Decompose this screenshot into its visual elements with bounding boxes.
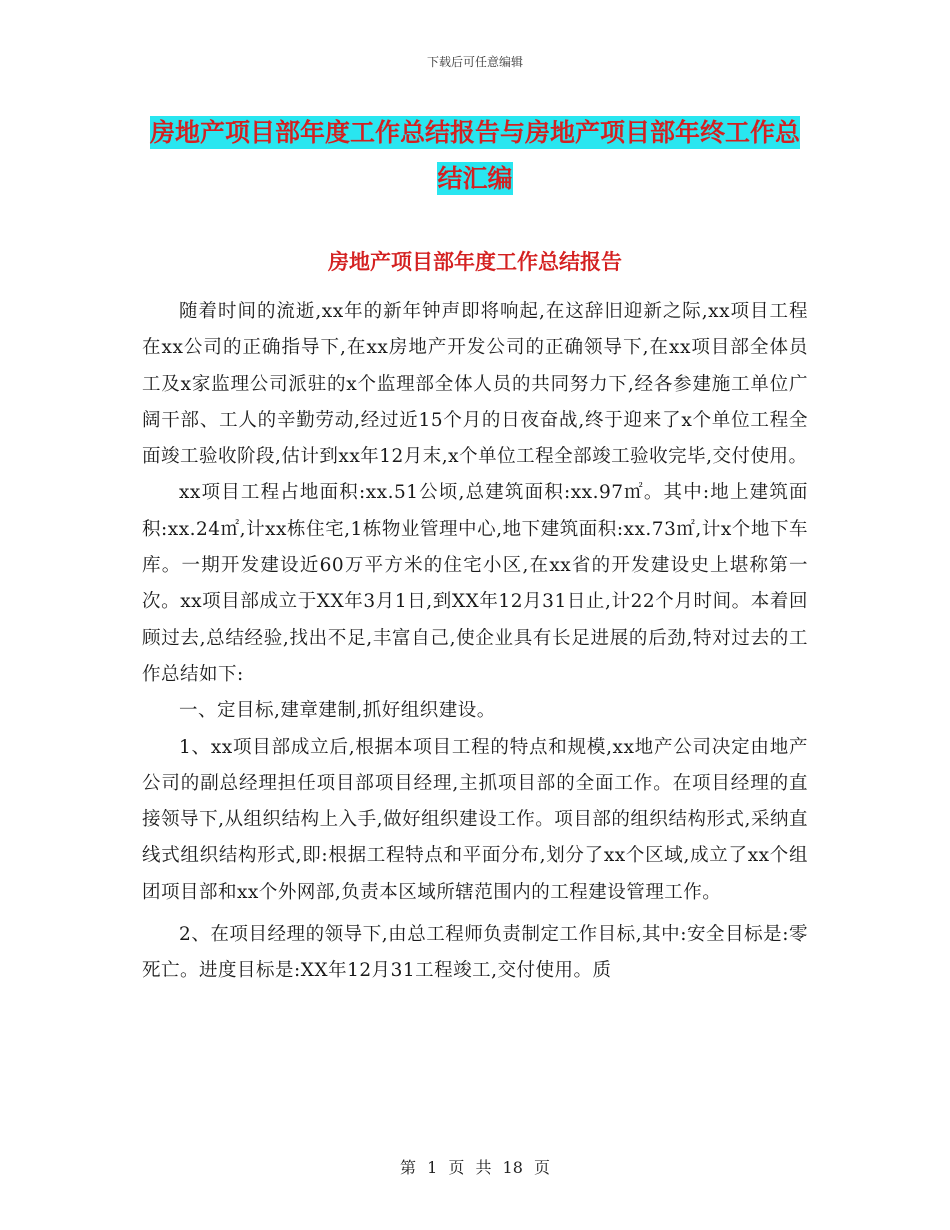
- paragraph-item-1: 1、xx项目部成立后,根据本项目工程的特点和规模,xx地产公司决定由地产公司的副总经理担任项目部项目经理,主抓项目部的全面工作。在项目经理的直接领导下,从组织结构上入手,做好组织建设工作。项目部的组织结构形式,采纳直线式组织结构形式,即:根据工程特点和平面分布,划分了xx个区域,成立了xx个组团项目部和xx个外网部,负责本区域所辖范围内的工程建设管理工作。: [142, 736, 808, 903]
- document-title-text: 房地产项目部年度工作总结报告与房地产项目部年终工作总结汇编: [149, 118, 800, 193]
- document-title: [145, 110, 805, 202]
- paragraph-project-area: xx项目工程占地面积:xx.51公顷,总建筑面积:xx.97㎡。其中:地上建筑面积:xx.24㎡,计xx栋住宅,1栋物业管理中心,地下建筑面积:xx.73㎡,计x个地下车库。一期开发建设近60万平方米的住宅小区,在xx省的开发建设史上堪称第一次。xx项目部成立于XX年3月1日,到XX年12月31日止,计22个月时间。本着回顾过去,总结经验,找出不足,丰富自己,使企业具有长足进展的后劲,特对过去的工作总结如下:: [142, 482, 808, 685]
- paragraph-item-2: 2、在项目经理的领导下,由总工程师负责制定工作目标,其中:安全目标是:零死亡。进度目标是:XX年12月31工程竣工,交付使用。质: [142, 924, 808, 982]
- page-footer: 第 1 页 共 18 页: [400, 1158, 550, 1177]
- paragraph-intro: 随着时间的流逝,xx年的新年钟声即将响起,在这辞旧迎新之际,xx项目工程在xx公司的正确指导下,在xx房地产开发公司的正确领导下,在xx项目部全体员工及x家监理公司派驻的x个监理部全体人员的共同努力下,经各参建施工单位广阔干部、工人的辛勤劳动,经过近15个月的日夜奋战,终于迎来了x个单位工程全面竣工验收阶段,估计到xx年12月末,x个单位工程全部竣工验收完毕,交付使用。: [142, 301, 808, 468]
- header-note: 下载后可任意编辑: [426, 55, 523, 69]
- paragraph-heading-1: 一、定目标,建章建制,抓好组织建设。: [179, 700, 496, 722]
- document-body: [142, 294, 808, 990]
- section-title: 房地产项目部年度工作总结报告: [328, 250, 622, 274]
